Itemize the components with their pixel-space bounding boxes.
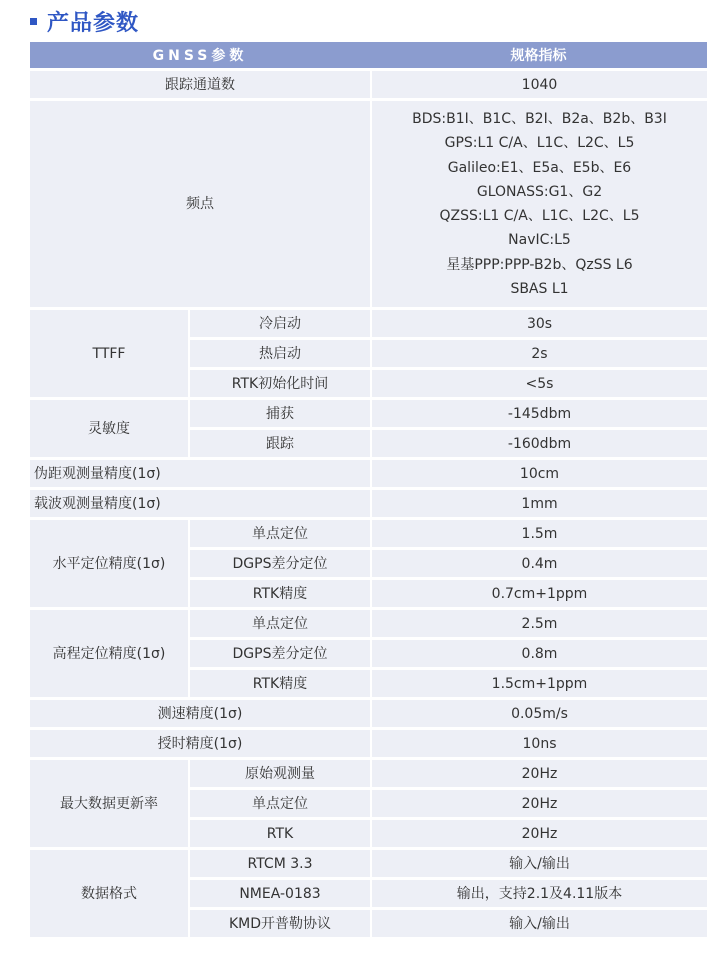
sub-label: RTK精度	[188, 667, 370, 697]
table-row	[30, 727, 707, 757]
row-label: 授时精度(1σ)	[30, 727, 370, 757]
table-row	[30, 847, 707, 877]
sub-label: RTK精度	[188, 577, 370, 607]
row-label: 载波观测量精度(1σ)	[30, 487, 370, 517]
table-row	[30, 607, 707, 637]
sub-label: DGPS差分定位	[188, 547, 370, 577]
table-row	[30, 697, 707, 727]
sub-label: 跟踪	[188, 427, 370, 457]
sub-label: RTCM 3.3	[188, 847, 370, 877]
sub-label: NMEA-0183	[188, 877, 370, 907]
row-value: 0.7cm+1ppm	[370, 577, 707, 607]
row-value: 1.5cm+1ppm	[370, 667, 707, 697]
table-row	[30, 757, 707, 787]
table-row	[30, 98, 707, 307]
frequency-line: SBAS L1	[510, 281, 569, 298]
row-value: 0.8m	[370, 637, 707, 667]
row-value: 2.5m	[370, 607, 707, 637]
row-value: 输入/输出	[370, 847, 707, 877]
frequency-line: QZSS:L1 C/A、L1C、L2C、L5	[439, 208, 640, 225]
sub-label: 捕获	[188, 397, 370, 427]
row-value: -160dbm	[370, 427, 707, 457]
sub-label: 热启动	[188, 337, 370, 367]
row-value: 20Hz	[370, 787, 707, 817]
group-label: 水平定位精度(1σ)	[30, 517, 188, 607]
table-row	[30, 397, 707, 427]
frequency-line: GPS:L1 C/A、L1C、L2C、L5	[444, 135, 635, 152]
row-value: <5s	[370, 367, 707, 397]
row-value: 输入/输出	[370, 907, 707, 937]
row-label: 测速精度(1σ)	[30, 697, 370, 727]
row-value: 20Hz	[370, 757, 707, 787]
table-row	[30, 487, 707, 517]
table-row	[30, 68, 707, 98]
table-row	[30, 457, 707, 487]
frequency-line: NavIC:L5	[508, 232, 571, 249]
row-value: 0.4m	[370, 547, 707, 577]
section-title-text: 产品参数	[47, 10, 140, 36]
row-value: 10cm	[370, 457, 707, 487]
header-spec: 规格指标	[370, 42, 707, 68]
gnss-spec-table	[30, 42, 707, 937]
header-gnss-params: GNSS参数	[30, 42, 370, 68]
row-value: 1mm	[370, 487, 707, 517]
row-value: 0.05m/s	[370, 697, 707, 727]
row-label: 频点	[30, 98, 370, 307]
group-label: 高程定位精度(1σ)	[30, 607, 188, 697]
frequency-line: Galileo:E1、E5a、E5b、E6	[447, 159, 632, 176]
sub-label: 冷启动	[188, 307, 370, 337]
row-label: 跟踪通道数	[30, 68, 370, 98]
row-value: 10ns	[370, 727, 707, 757]
group-label: 最大数据更新率	[30, 757, 188, 847]
frequency-line: GLONASS:G1、G2	[476, 183, 603, 200]
table-row	[30, 307, 707, 337]
row-value: 1040	[370, 68, 707, 98]
sub-label: 单点定位	[188, 607, 370, 637]
row-value: -145dbm	[370, 397, 707, 427]
row-value: 30s	[370, 307, 707, 337]
frequency-line: 星基PPP:PPP-B2b、QzSS L6	[446, 256, 633, 273]
table-row	[30, 517, 707, 547]
sub-label: DGPS差分定位	[188, 637, 370, 667]
sub-label: 原始观测量	[188, 757, 370, 787]
group-label: 数据格式	[30, 847, 188, 937]
row-value: 2s	[370, 337, 707, 367]
row-value: 20Hz	[370, 817, 707, 847]
frequency-values	[370, 98, 707, 307]
sub-label: 单点定位	[188, 787, 370, 817]
table-header-row	[30, 42, 707, 68]
group-label: 灵敏度	[30, 397, 188, 457]
row-value: 1.5m	[370, 517, 707, 547]
frequency-line: BDS:B1I、B1C、B2I、B2a、B2b、B3I	[412, 111, 667, 127]
row-label: 伪距观测量精度(1σ)	[30, 457, 370, 487]
sub-label: KMD开普勒协议	[188, 907, 370, 937]
section-title	[30, 5, 139, 37]
row-value: 输出，支持2.1及4.11版本	[370, 877, 707, 907]
square-bullet-icon	[30, 18, 37, 25]
sub-label: 单点定位	[188, 517, 370, 547]
sub-label: RTK初始化时间	[188, 367, 370, 397]
sub-label: RTK	[188, 817, 370, 847]
group-label: TTFF	[30, 307, 188, 397]
